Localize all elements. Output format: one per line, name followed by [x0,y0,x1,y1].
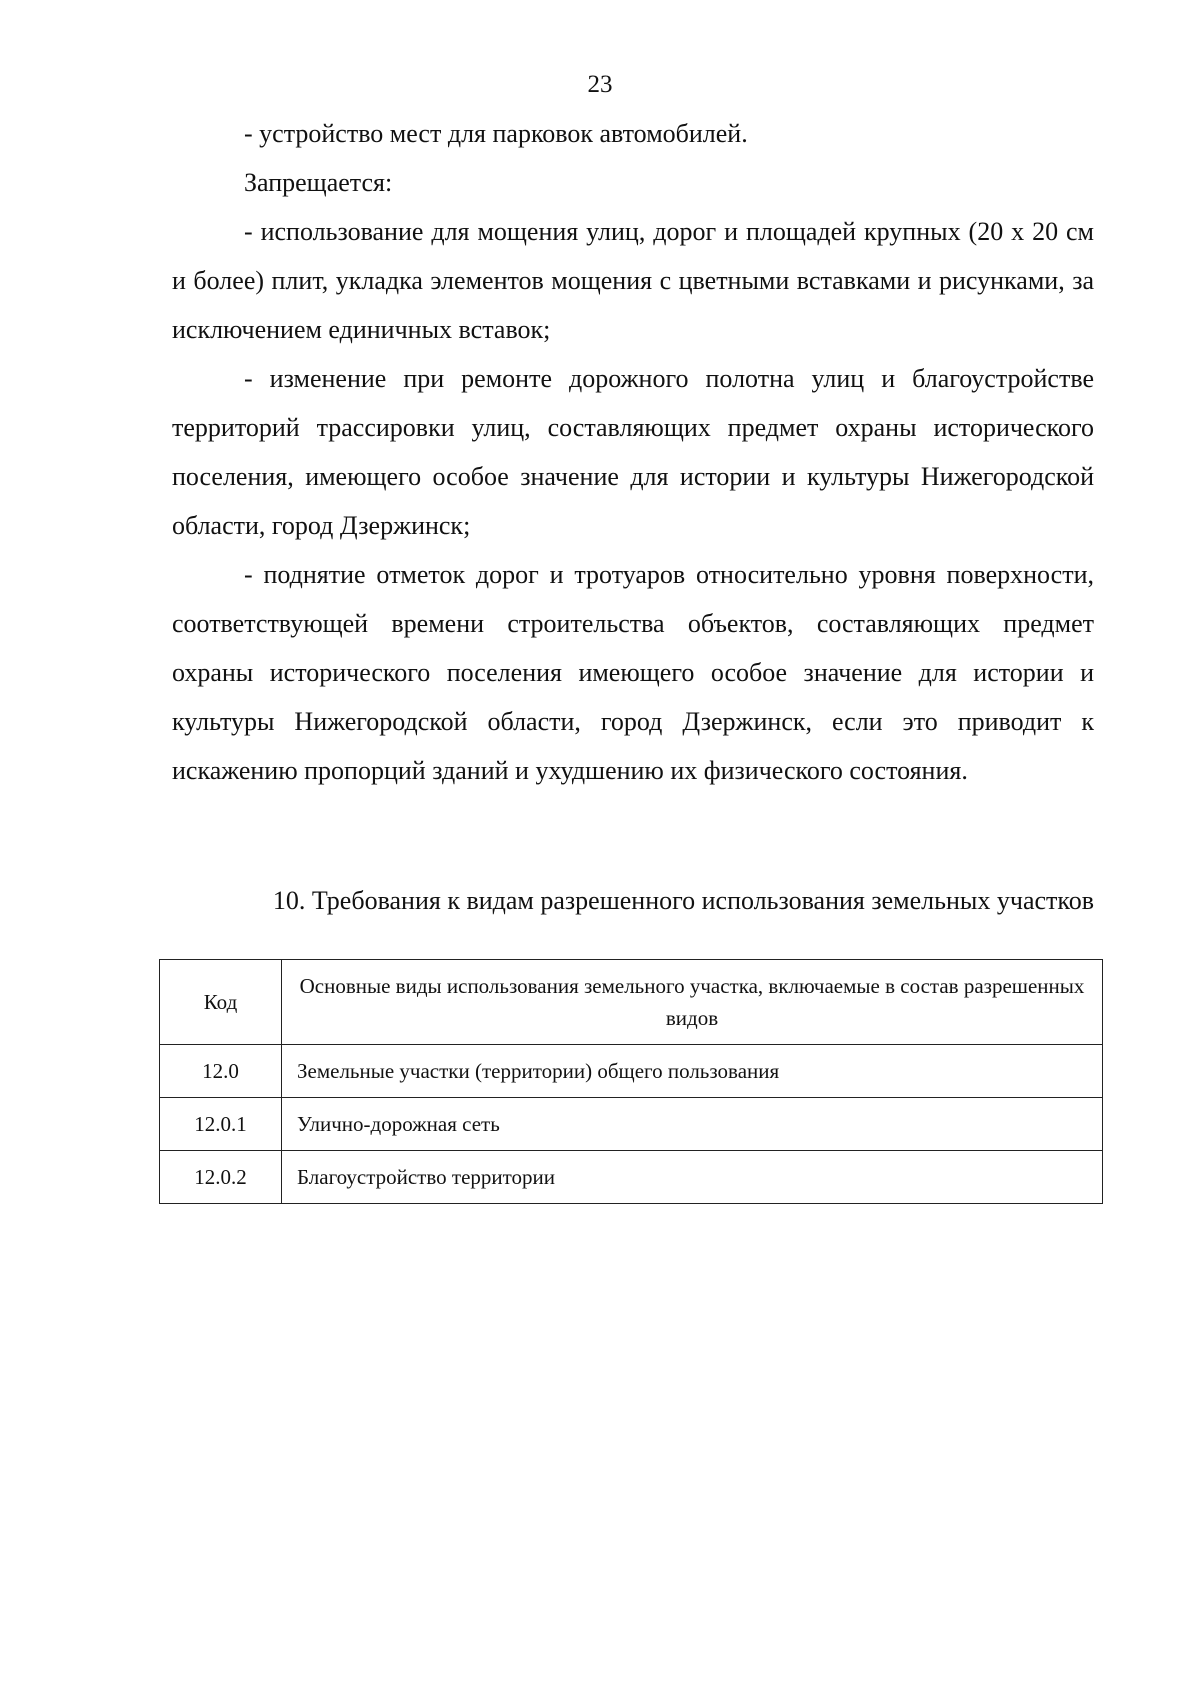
table-row [160,1098,1103,1151]
paragraph-street-tracing: - изменение при ремонте дорожного полотна улиц и благоустройстве территорий трассировки улиц, составляющих предмет охраны исторического поселения, имеющего особое значение для истории и культуры Нижегородской области, город Дзержинск; [172,364,1094,540]
paragraph-prohibited-label: Запрещается: [244,168,393,197]
body-text [172,109,1094,795]
row-code: 12.0.2 [160,1151,282,1204]
row-code: 12.0 [160,1045,282,1098]
row-code: 12.0.1 [160,1098,282,1151]
page-number: 23 [587,71,613,98]
land-use-table [159,959,1103,1204]
paragraph-paving-slabs: - использование для мощения улиц, дорог и площадей крупных (20 х 20 см и более) плит, укладка элементов мощения с цветными вставками и рисунками, за исключением единичных вставок; [172,217,1094,344]
row-name: Улично-дорожная сеть [282,1098,1103,1151]
row-name: Земельные участки (территории) общего пользования [282,1045,1103,1098]
header-code: Код [160,960,282,1045]
section-heading: 10. Требования к видам разрешенного использования земельных участков [272,886,1094,915]
header-use-types: Основные виды использования земельного участка, включаемые в состав разрешенных видов [282,960,1103,1045]
table-row [160,1045,1103,1098]
row-name: Благоустройство территории [282,1151,1103,1204]
paragraph-parking: - устройство мест для парковок автомобилей. [244,119,748,148]
table-row [160,1151,1103,1204]
paragraph-road-elevation: - поднятие отметок дорог и тротуаров относительно уровня поверхности, соответствующей времени строительства объектов, составляющих предмет охраны исторического поселения имеющего особое значение для истории и культуры Нижегородской области, город Дзержинск, если это приводит к искажению пропорций зданий и ухудшению их физического состояния. [172,560,1094,785]
table-header-row [160,960,1103,1045]
